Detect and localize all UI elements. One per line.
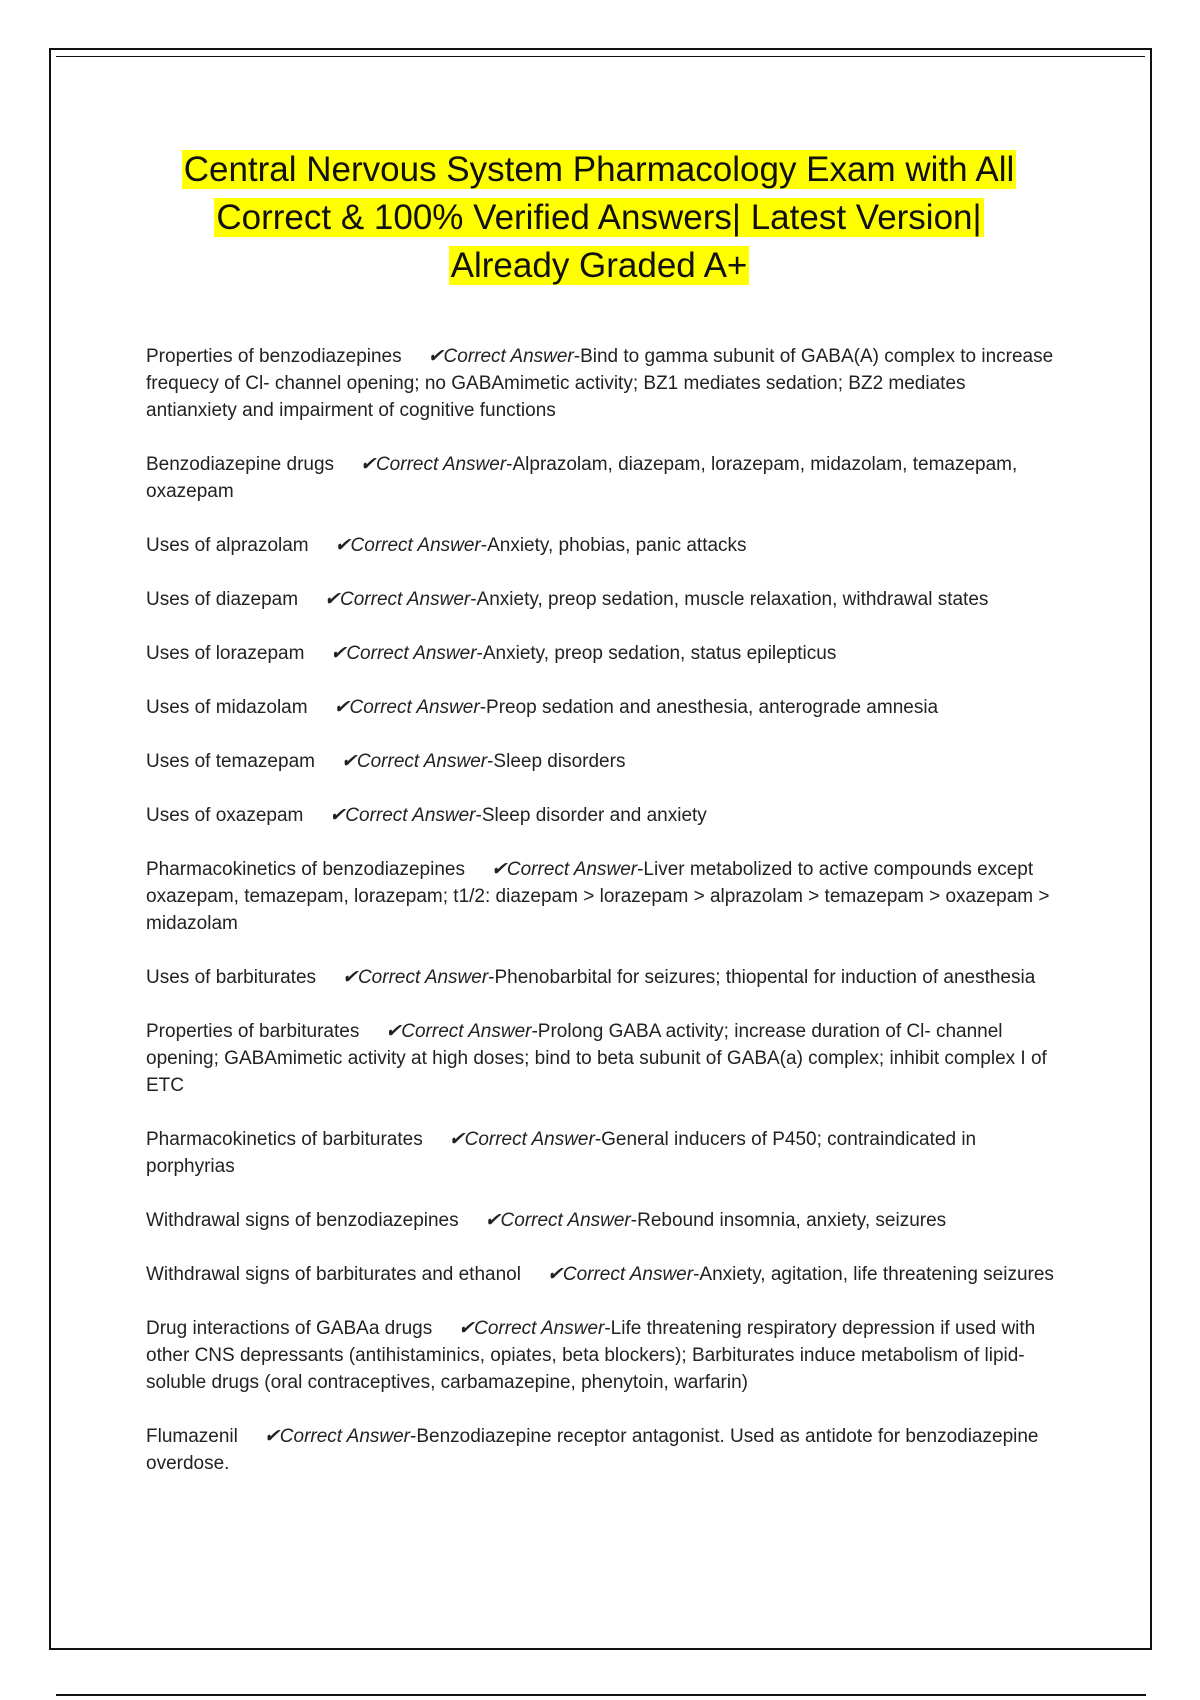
question-text: Flumazenil <box>146 1426 238 1447</box>
qa-item <box>146 640 1058 667</box>
question-text: Uses of barbiturates <box>146 967 317 988</box>
top-rule <box>56 56 1145 57</box>
bottom-rule <box>56 1694 1146 1696</box>
question-text: Properties of benzodiazepines <box>146 346 402 367</box>
question-text: Uses of oxazepam <box>146 805 304 826</box>
answer-text: -Life threatening respiratory depression if used with other CNS depressants (antihistaminics, opiates, beta blockers); Barbiturates induce metabolism of lipid-soluble drugs (oral contraceptives, carbamazepine, phenytoin, warfarin) <box>146 1318 1036 1393</box>
question-text: Uses of midazolam <box>146 697 308 718</box>
correct-answer-marker: ✔Correct Answer <box>324 589 471 610</box>
qa-item <box>146 748 1058 775</box>
question-text: Uses of diazepam <box>146 589 299 610</box>
answer-text: -Benzodiazepine receptor antagonist. Used as antidote for benzodiazepine overdose. <box>146 1426 1039 1474</box>
answer-text: -Preop sedation and anesthesia, anterograde amnesia <box>479 697 939 718</box>
correct-answer-marker: ✔Correct Answer <box>342 967 489 988</box>
answer-text: -Anxiety, preop sedation, muscle relaxation, withdrawal states <box>470 589 989 610</box>
correct-answer-marker: ✔Correct Answer <box>329 805 476 826</box>
title-line-2: Correct & 100% Verified Answers| Latest Version| <box>216 198 982 237</box>
question-text: Properties of barbiturates <box>146 1021 360 1042</box>
question-text: Withdrawal signs of barbiturates and ethanol <box>146 1264 521 1285</box>
answer-text: -Bind to gamma subunit of GABA(A) complex to increase frequecy of Cl- channel opening; no GABAmimetic activity; BZ1 mediates sedation; BZ2 mediates antianxiety and impairment of cognitive functions <box>146 346 1054 421</box>
answer-text: -Sleep disorders <box>487 751 626 772</box>
correct-answer-marker: ✔Correct Answer <box>340 751 488 772</box>
answer-text: -Sleep disorder and anxiety <box>475 805 707 826</box>
correct-answer-marker: ✔Correct Answer <box>333 697 480 718</box>
title-line-3: Already Graded A+ <box>450 246 748 285</box>
answer-text: -General inducers of P450; contraindicated in porphyrias <box>146 1129 977 1177</box>
qa-item <box>146 1261 1058 1288</box>
question-text: Benzodiazepine drugs <box>146 454 335 475</box>
qa-item <box>146 1207 1058 1234</box>
qa-item <box>146 694 1058 721</box>
answer-text: -Anxiety, agitation, life threatening seizures <box>693 1264 1054 1285</box>
document-title <box>146 146 1052 290</box>
answer-text: -Anxiety, phobias, panic attacks <box>480 535 747 556</box>
qa-item <box>146 343 1058 424</box>
answer-text: -Rebound insomnia, anxiety, seizures <box>630 1210 947 1231</box>
question-text: Uses of lorazepam <box>146 643 305 664</box>
qa-item <box>146 1423 1058 1477</box>
answer-text: -Anxiety, preop sedation, status epilepticus <box>476 643 837 664</box>
answer-text: -Liver metabolized to active compounds except oxazepam, temazepam, lorazepam; t1/2: diazepam > lorazepam > alprazolam > temazepam > oxazepam > midazolam <box>146 859 1050 934</box>
question-text: Withdrawal signs of benzodiazepines <box>146 1210 459 1231</box>
question-text: Drug interactions of GABAa drugs <box>146 1318 433 1339</box>
qa-list <box>146 343 1058 1504</box>
correct-answer-marker: ✔Correct Answer <box>360 454 507 475</box>
qa-item <box>146 451 1058 505</box>
question-text: Pharmacokinetics of benzodiazepines <box>146 859 465 880</box>
qa-item <box>146 856 1058 937</box>
correct-answer-marker: ✔Correct Answer <box>484 1210 631 1231</box>
qa-item <box>146 1126 1058 1180</box>
qa-item <box>146 586 1058 613</box>
correct-answer-marker: ✔Correct Answer <box>448 1129 595 1150</box>
title-line-1: Central Nervous System Pharmacology Exam with All <box>183 150 1015 189</box>
correct-answer-marker: ✔Correct Answer <box>263 1426 411 1447</box>
correct-answer-marker: ✔Correct Answer <box>427 346 574 367</box>
qa-item <box>146 532 1058 559</box>
answer-text: -Prolong GABA activity; increase duration of Cl- channel opening; GABAmimetic activity at high doses; bind to beta subunit of GABA(a) complex; inhibit complex I of ETC <box>146 1021 1047 1096</box>
qa-item <box>146 1018 1058 1099</box>
correct-answer-marker: ✔Correct Answer <box>546 1264 694 1285</box>
correct-answer-marker: ✔Correct Answer <box>490 859 638 880</box>
answer-text: -Phenobarbital for seizures; thiopental for induction of anesthesia <box>488 967 1036 988</box>
correct-answer-marker: ✔Correct Answer <box>330 643 477 664</box>
answer-text: -Alprazolam, diazepam, lorazepam, midazolam, temazepam, oxazepam <box>146 454 1018 502</box>
qa-item <box>146 1315 1058 1396</box>
question-text: Uses of alprazolam <box>146 535 309 556</box>
correct-answer-marker: ✔Correct Answer <box>385 1021 532 1042</box>
qa-item <box>146 964 1058 991</box>
correct-answer-marker: ✔Correct Answer <box>334 535 481 556</box>
question-text: Pharmacokinetics of barbiturates <box>146 1129 423 1150</box>
qa-item <box>146 802 1058 829</box>
question-text: Uses of temazepam <box>146 751 315 772</box>
correct-answer-marker: ✔Correct Answer <box>458 1318 605 1339</box>
